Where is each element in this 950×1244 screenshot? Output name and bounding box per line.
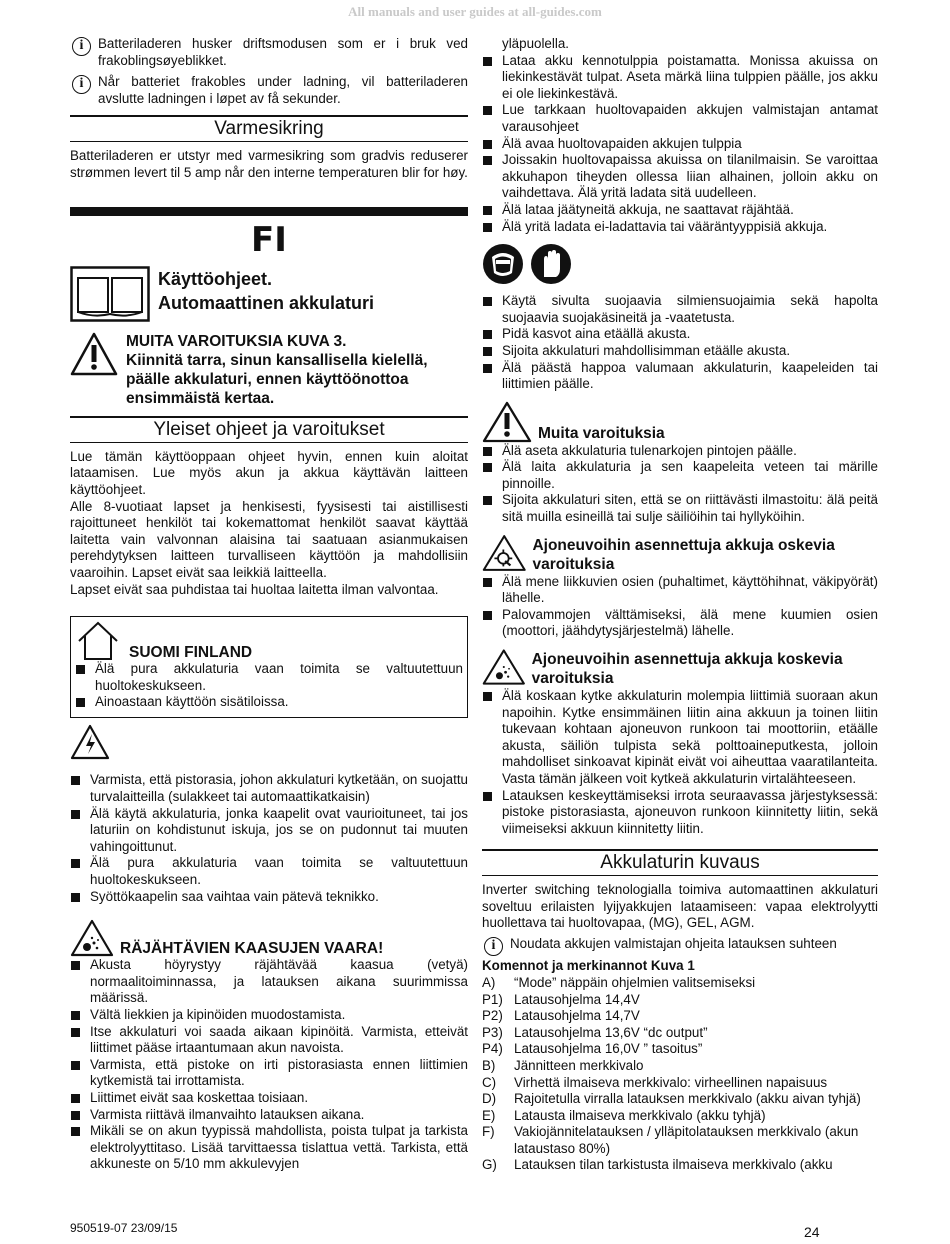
face-shield-icon (482, 243, 524, 285)
component-value: Virhettä ilmaiseva merkkivalo: virheellinen napaisuus (514, 1074, 828, 1090)
protective-gloves-icon (530, 243, 572, 285)
house-icon (75, 621, 121, 661)
warning-triangle-icon (482, 401, 532, 443)
suomi-item: Ainoastaan käyttöön sisätiloissa. (75, 694, 463, 711)
ppe-item: Sijoita akkulaturi mahdollisimman etäälle akusta. (482, 343, 878, 360)
description-note (482, 936, 878, 953)
charging-item: Älä yritä ladata ei-ladattavia tai vääräntyyppisiä akkuja. (482, 219, 878, 236)
moving-parts-warning-icon (482, 532, 526, 574)
component-key: A) (482, 974, 496, 990)
vehicle-warnings-title: Ajoneuvoihin asennettuja akkuja koskevia varoituksia (531, 651, 843, 688)
language-bar (70, 207, 468, 216)
danger-item: Vältä liekkien ja kipinöiden muodostamista. (70, 1007, 468, 1024)
charging-item: Lue tarkkaan huoltovapaiden akkujen valmistajan antamat varausohjeet (482, 102, 878, 135)
charging-item: Älä avaa huoltovapaiden akkujen tulppia (482, 136, 878, 153)
description-note-text: Noudata akkujen valmistajan ohjeita latauksen suhteen (510, 935, 837, 951)
charging-item: Lataa akku kennotulppia poistamatta. Monissa akuissa on liekinkestävät tulpat. Aseta märkä liina tulppien päälle, jos akku ei ole liekinkestävä. (482, 53, 878, 103)
section-heading-description: Akkulaturin kuvaus (482, 849, 878, 876)
component-item (482, 1058, 878, 1075)
page-number: 24 (804, 1224, 820, 1240)
component-item (482, 992, 878, 1009)
warning-triangle-icon (70, 332, 118, 376)
component-item (482, 1075, 878, 1092)
electric-hazard-icon (70, 724, 110, 760)
ppe-item: Älä päästä happoa valumaan akkulaturin, kaapeleiden tai liittimien päälle. (482, 360, 878, 393)
general-paragraph: Lue tämän käyttöoppaan ohjeet hyvin, ennen kuin aloitat lataamisen. Lue myös akun ja akkua käyttävän laitteen käyttöohjeet. (70, 448, 468, 497)
explosive-gas-title: RÄJÄHTÄVIEN KAASUJEN VAARA! (120, 939, 384, 957)
component-item (482, 1041, 878, 1058)
component-item (482, 1025, 878, 1042)
electric-item: Syöttökaapelin saa vaihtaa vain pätevä teknikko. (70, 889, 468, 906)
other-warning-item: Älä laita akkulaturia ja sen kaapeleita veteen tai märille pinnoille. (482, 459, 878, 492)
electric-item: Älä käytä akkulaturia, jonka kaapelit ovat vaurioituneet, tai jos laturiin on kohdistunut iskuja, jos se on pudonnut tai muuten vahingoittunut. (70, 806, 468, 856)
continued-text: yläpuolella. (502, 36, 569, 51)
component-value: Latausohjelma 14,7V (514, 1008, 640, 1024)
component-key: P2) (482, 1008, 503, 1024)
warning-line-2: Kiinnitä tarra, sinun kansallisella kielellä, päälle akkulaturi, ennen käyttöönottoa ensimmäistä kertaa. (126, 352, 428, 408)
charging-item: Älä lataa jäätyneitä akkuja, ne saattavat räjähtää. (482, 202, 878, 219)
info-icon: i (72, 37, 91, 56)
info-icon: i (484, 937, 503, 956)
danger-item: Varmista riittävä ilmanvaihto latauksen aikana. (70, 1107, 468, 1124)
vehicle-warning-item: Latauksen keskeyttämiseksi irrota seuraavassa järjestyksessä: pistoke pistorasiasta, ajoneuvon runkoon kiinnitetty liitin, sekä viimeiseksi akkuun kiinnitetty liitin. (482, 788, 878, 838)
component-key: C) (482, 1074, 497, 1090)
component-value: Latausohjelma 14,4V (514, 991, 640, 1007)
component-item (482, 1008, 878, 1025)
manual-title-1: Käyttöohjeet. (158, 269, 273, 290)
warning-line-1: MUITA VAROITUKSIA KUVA 3. (126, 333, 347, 351)
components-title: Komennot ja merkinannot Kuva 1 (482, 958, 695, 974)
explosive-gas-header (70, 919, 468, 957)
danger-item: Liittimet eivät saa koskettaa toisiaan. (70, 1090, 468, 1107)
component-key: F) (482, 1124, 495, 1140)
general-paragraph: Alle 8-vuotiaat lapset ja henkisesti, fyysisesti tai aistillisesti rajoittuneet henkilöt tai kokemattomat henkilöt saavat käyttää laitetta vain valvonnan alaisina tai saatuaan asianmukaisen perehdytyksen laitteen turvalliseen käyttöön ja mahdollisiin vaaroihin. Lapset eivät saa leikkiä laitteella. (70, 498, 468, 580)
component-key: P3) (482, 1024, 503, 1040)
charging-item: Joissakin huoltovapaissa akuissa on tilanilmaisin. Se varoittaa akkuhapon tiheyden ollessa liian alhainen, jolloin akku on vaihdettava. Älä yritä ladata sitä uudelleen. (482, 152, 878, 202)
varmesikring-text: Batteriladeren er utstyr med varmesikring som gradvis reduserer strømmen levert til 5 amp når den interne temperaturen blir for høy. (70, 147, 468, 180)
section-heading-varmesikring: Varmesikring (70, 115, 468, 142)
moving-parts-title: Ajoneuvoihin asennettuja akkuja oskevia varoituksia (532, 536, 835, 573)
suomi-title: SUOMI FINLAND (129, 643, 253, 661)
watermark: All manuals and user guides at all-guides.com (348, 4, 602, 19)
vehicle-warning-item: Älä koskaan kytke akkulaturin molempia liittimiä suoraan akun napoihin. Kytke ensimmäinen liitin aina akkuun ja toinen liitin tukevaan kohtaan ajoneuvon runkoon tai moottoriin, etäälle akusta, säiliön tulpista sekä polttoaineputkesta, jolloin mahdolliset sinkoavat kipinät eivät voi aiheuttaa vaaratilanteita. Vasta tämän jälkeen voit kytkeä akkulaturin virtalähteeseen. (482, 688, 878, 788)
left-column (70, 36, 468, 1173)
component-key: B) (482, 1057, 496, 1073)
other-warnings-header (482, 401, 878, 443)
open-book-icon (70, 266, 150, 322)
note-text: Når batteriet frakobles under ladning, vil batteriladeren avslutte ladningen i løpet av få sekunder. (98, 74, 468, 106)
general-paragraph: Lapset eivät saa puhdistaa tai huoltaa laitetta ilman valvontaa. (70, 581, 439, 597)
manual-header (70, 266, 468, 322)
electric-item: Varmista, että pistorasia, johon akkulaturi kytketään, on suojattu turvalaitteilla (sulakkeet tai automaattikatkaisin) (70, 772, 468, 805)
manual-title-2: Automaattinen akkulaturi (158, 293, 375, 314)
ppe-item: Käytä sivulta suojaavia silmiensuojaimia sekä hapolta suojaavia suojakäsineitä ja -vaatetusta. (482, 293, 878, 326)
vehicle-warnings-header (482, 646, 878, 688)
component-value: Jännitteen merkkivalo (514, 1057, 644, 1073)
danger-item: Varmista, että pistoke on irti pistorasiasta ennen liittimien kytkemistä tai irrottamista. (70, 1057, 468, 1090)
info-icon: i (72, 75, 91, 94)
explosive-gas-warning-icon (482, 646, 526, 688)
component-item (482, 1108, 878, 1125)
component-value: Latausohjelma 16,0V ” tasoitus” (514, 1041, 703, 1057)
other-warning-item: Älä aseta akkulaturia tulenarkojen pintojen päälle. (482, 443, 878, 460)
right-column (482, 36, 878, 1174)
component-value: Latausohjelma 13,6V “dc output” (514, 1024, 708, 1040)
description-text: Inverter switching teknologialla toimiva automaattinen akkulaturi soveltuu erilaisten lyijyakkujen lataamiseen: vapaa elektrolyytti huollettava tai huoltovapaa, (MG), GEL, AGM. (482, 881, 878, 931)
moving-parts-header (482, 532, 878, 574)
note-text: Batteriladeren husker driftsmodusen som er i bruk ved frakoblingsøyeblikket. (98, 36, 468, 68)
explosive-gas-warning-icon (70, 919, 114, 957)
danger-item: Itse akkulaturi voi saada aikaan kipinöitä. Varmista, etteivät liittimet pääse irtaantumaan akun navoista. (70, 1024, 468, 1057)
document-code: 950519-07 23/09/15 (70, 1221, 178, 1235)
explosive-gas-list (70, 957, 468, 1173)
danger-item: Mikäli se on akun tyypissä mahdollista, poista tulpat ja tarkista elektrolyyttitaso. Lisää tarvittaessa tislattua vettä. Tarkista, että akkuneste on 5/10 mm akkulevyjen (70, 1123, 468, 1173)
component-key: E) (482, 1107, 496, 1123)
other-warning-item: Sijoita akkulaturi siten, että se on riittävästi ilmastoitu: älä peitä sitä muilla esineillä tai sulje säiliöihin tai hyllyköihin. (482, 492, 878, 525)
warning-text (126, 332, 468, 408)
warning-block (70, 332, 468, 408)
component-value: “Mode” näppäin ohjelmien valitsemiseksi (514, 974, 756, 990)
component-key: P1) (482, 991, 503, 1007)
moving-parts-item: Palovammojen välttämiseksi, älä mene kuumien osien (moottori, jäähdytysjärjestelmä) lähelle. (482, 607, 878, 640)
component-value: Vakiojännitelatauksen / ylläpitolatauksen merkkivalo (akun lataustaso 80%) (514, 1124, 859, 1156)
component-value: Latausta ilmaiseva merkkivalo (akku tyhjä) (514, 1107, 766, 1123)
danger-item: Akusta höyrystyy räjähtävää kaasua (vetyä) normaalitoiminnassa, ja latauksen aikana suurimmissa määrissä. (70, 957, 468, 1007)
suomi-item: Älä pura akkulaturia vaan toimita se valtuutettuun huoltokeskukseen. (75, 661, 463, 694)
electric-item: Älä pura akkulaturia vaan toimita se valtuutettuun huoltokeskukseen. (70, 855, 468, 888)
component-item (482, 1124, 878, 1157)
component-value: Latauksen tilan tarkistusta ilmaiseva merkkivalo (akku (514, 1157, 833, 1173)
info-note (70, 36, 468, 69)
component-key: P4) (482, 1041, 503, 1057)
info-note (70, 74, 468, 107)
suomi-finland-box (70, 616, 468, 718)
suomi-header (75, 621, 463, 661)
component-value: Rajoitetulla virralla latauksen merkkivalo (akku aivan tyhjä) (514, 1091, 861, 1107)
components-list (482, 975, 878, 1174)
language-code: FI (251, 220, 287, 261)
other-warnings-title: Muita varoituksia (538, 424, 665, 442)
electric-list (70, 772, 468, 905)
component-item (482, 1091, 878, 1108)
ppe-item: Pidä kasvot aina etäällä akusta. (482, 326, 878, 343)
component-key: G) (482, 1157, 497, 1173)
moving-parts-item: Älä mene liikkuvien osien (puhaltimet, käyttöhihnat, väkipyörät) lähelle. (482, 574, 878, 607)
component-key: D) (482, 1091, 497, 1107)
section-heading-general: Yleiset ohjeet ja varoitukset (70, 416, 468, 443)
component-item (482, 975, 878, 992)
ppe-icons (482, 243, 878, 285)
component-item (482, 1157, 878, 1174)
